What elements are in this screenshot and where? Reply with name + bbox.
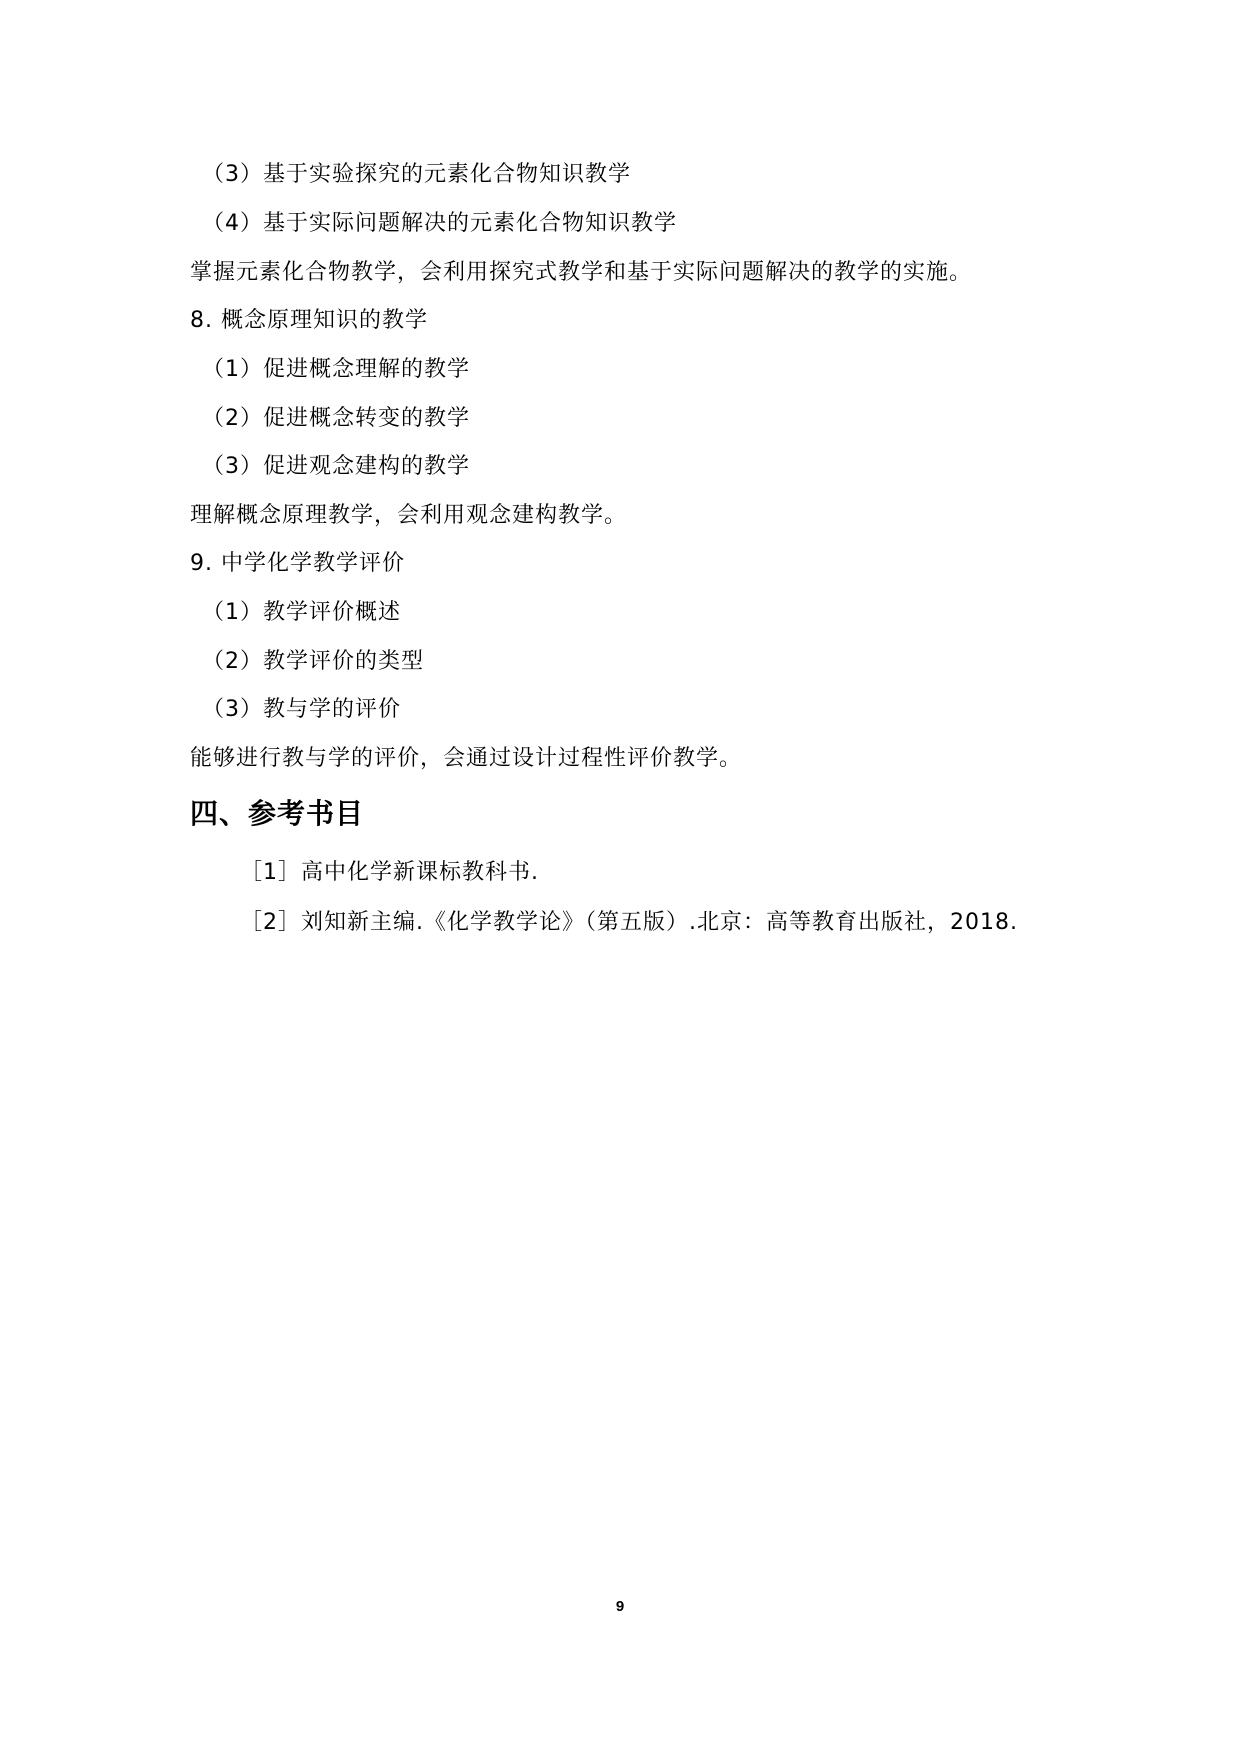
page-number: 9 [615, 1598, 625, 1615]
list-item: （1）教学评价概述 [202, 600, 401, 625]
summary-text: 掌握元素化合物教学，会利用探究式教学和基于实际问题解决的教学的实施。 [190, 260, 973, 285]
summary-text: 理解概念原理教学，会利用观念建构教学。 [190, 503, 628, 528]
section-title: 9. 中学化学教学评价 [190, 551, 405, 576]
reference-item: ［1］高中化学新课标教科书. [240, 860, 539, 885]
references-heading: 四、参考书目 [190, 797, 365, 830]
list-item: （3）基于实验探究的元素化合物知识教学 [202, 162, 631, 187]
list-item: （3）促进观念建构的教学 [202, 454, 470, 479]
section-title: 8. 概念原理知识的教学 [190, 308, 428, 333]
reference-item: ［2］刘知新主编.《化学教学论》（第五版）.北京：高等教育出版社，2018. [240, 910, 1018, 935]
list-item: （2）促进概念转变的教学 [202, 406, 470, 431]
list-item: （1）促进概念理解的教学 [202, 357, 470, 382]
list-item: （4）基于实际问题解决的元素化合物知识教学 [202, 211, 677, 236]
list-item: （3）教与学的评价 [202, 697, 401, 722]
summary-text: 能够进行教与学的评价，会通过设计过程性评价教学。 [190, 746, 743, 771]
list-item: （2）教学评价的类型 [202, 649, 424, 674]
